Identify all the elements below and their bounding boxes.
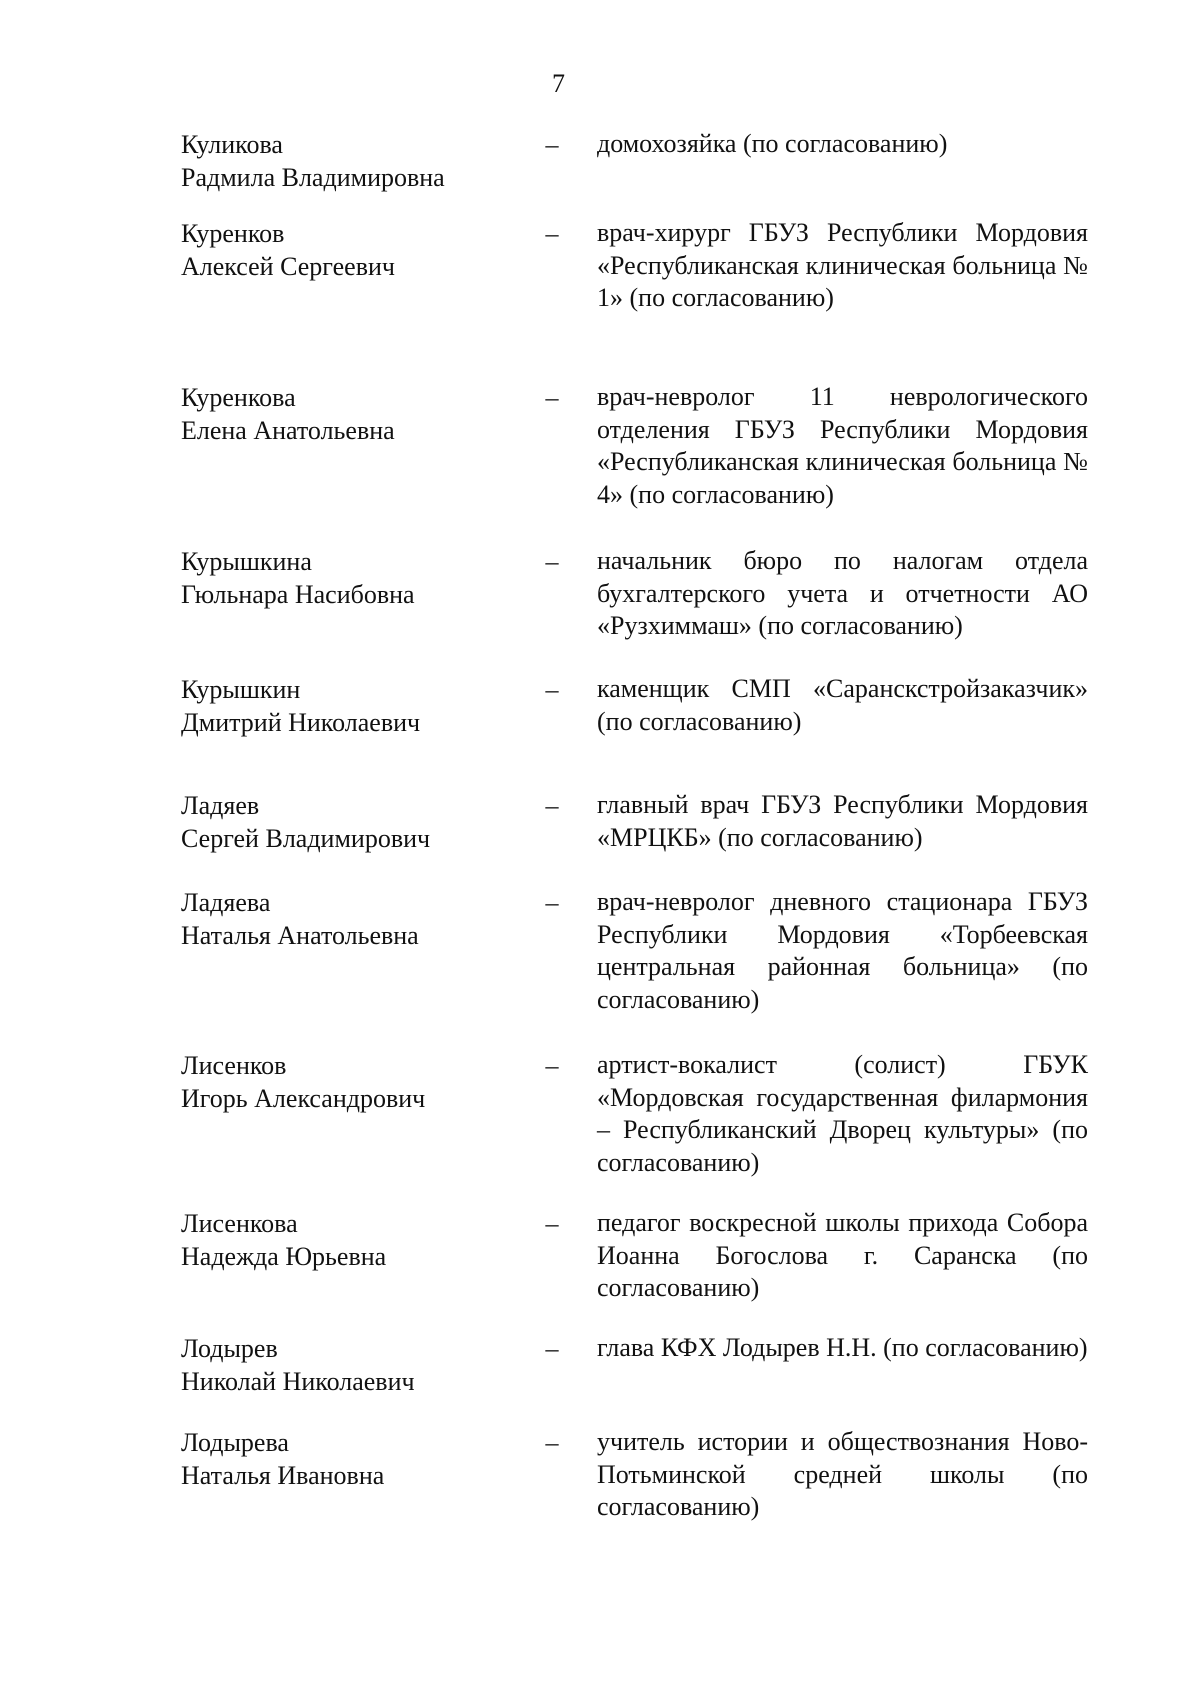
surname: Куренкова <box>181 383 296 412</box>
person-name <box>181 1426 521 1492</box>
given-name: Игорь Александрович <box>181 1084 426 1113</box>
surname: Лисенков <box>181 1051 287 1080</box>
position-description: учитель истории и обществознания Ново-Потьминской средней школы (по согласованию) <box>597 1427 1088 1521</box>
dash-separator: – <box>545 1051 559 1080</box>
dash-separator: – <box>545 888 559 917</box>
given-name: Гюльнара Насибовна <box>181 580 415 609</box>
person-name <box>181 1049 521 1115</box>
dash-separator: – <box>545 1428 559 1457</box>
dash-separator: – <box>545 1334 559 1363</box>
given-name: Надежда Юрьевна <box>181 1242 387 1271</box>
surname: Лисенкова <box>181 1209 298 1238</box>
dash-separator: – <box>545 1209 559 1238</box>
page-number: 7 <box>552 69 565 98</box>
given-name: Дмитрий Николаевич <box>181 708 421 737</box>
position-description: педагог воскресной школы прихода Собора Иоанна Богослова г. Саранска (по согласованию) <box>597 1208 1088 1302</box>
position-description: врач-хирург ГБУЗ Республики Мордовия «Республиканская клиническая больница № 1» (по согласованию) <box>597 218 1088 312</box>
position-description: начальник бюро по налогам отдела бухгалтерского учета и отчетности АО «Рузхиммаш» (по согласованию) <box>597 546 1088 640</box>
surname: Куликова <box>181 130 283 159</box>
given-name: Сергей Владимирович <box>181 824 431 853</box>
surname: Ладяева <box>181 888 271 917</box>
surname: Лодырева <box>181 1428 289 1457</box>
given-name: Наталья Ивановна <box>181 1461 385 1490</box>
given-name: Елена Анатольевна <box>181 416 395 445</box>
person-name <box>181 789 521 855</box>
position-description: каменщик СМП «Саранскстройзаказчик» (по согласованию) <box>597 674 1088 736</box>
position-description: врач-невролог дневного стационара ГБУЗ Республики Мордовия «Торбеевская центральная районная больница» (по согласованию) <box>597 887 1088 1014</box>
surname: Куренков <box>181 219 285 248</box>
dash-separator: – <box>545 383 559 412</box>
dash-separator: – <box>545 130 559 159</box>
person-name <box>181 1332 521 1398</box>
given-name: Радмила Владимировна <box>181 163 445 192</box>
person-name <box>181 381 521 447</box>
dash-separator: – <box>545 791 559 820</box>
given-name: Алексей Сергеевич <box>181 252 395 281</box>
dash-separator: – <box>545 219 559 248</box>
person-name <box>181 217 521 283</box>
surname: Лодырев <box>181 1334 278 1363</box>
person-name <box>181 673 521 739</box>
person-name <box>181 1207 521 1273</box>
dash-separator: – <box>545 675 559 704</box>
surname: Ладяев <box>181 791 260 820</box>
surname: Курышкин <box>181 675 301 704</box>
surname: Курышкина <box>181 547 312 576</box>
person-name <box>181 128 521 194</box>
position-description: врач-невролог 11 неврологического отделения ГБУЗ Республики Мордовия «Республиканская клиническая больница № 4» (по согласованию) <box>597 382 1088 509</box>
position-description: артист-вокалист (солист) ГБУК «Мордовская государственная филармония – Республиканский Дворец культуры» (по согласованию) <box>597 1050 1088 1177</box>
position-description: главный врач ГБУЗ Республики Мордовия «МРЦКБ» (по согласованию) <box>597 790 1088 852</box>
person-name <box>181 545 521 611</box>
given-name: Николай Николаевич <box>181 1367 415 1396</box>
person-name <box>181 886 521 952</box>
dash-separator: – <box>545 547 559 576</box>
position-description: домохозяйка (по согласованию) <box>597 129 948 158</box>
given-name: Наталья Анатольевна <box>181 921 419 950</box>
position-description: глава КФХ Лодырев Н.Н. (по согласованию) <box>597 1333 1088 1362</box>
